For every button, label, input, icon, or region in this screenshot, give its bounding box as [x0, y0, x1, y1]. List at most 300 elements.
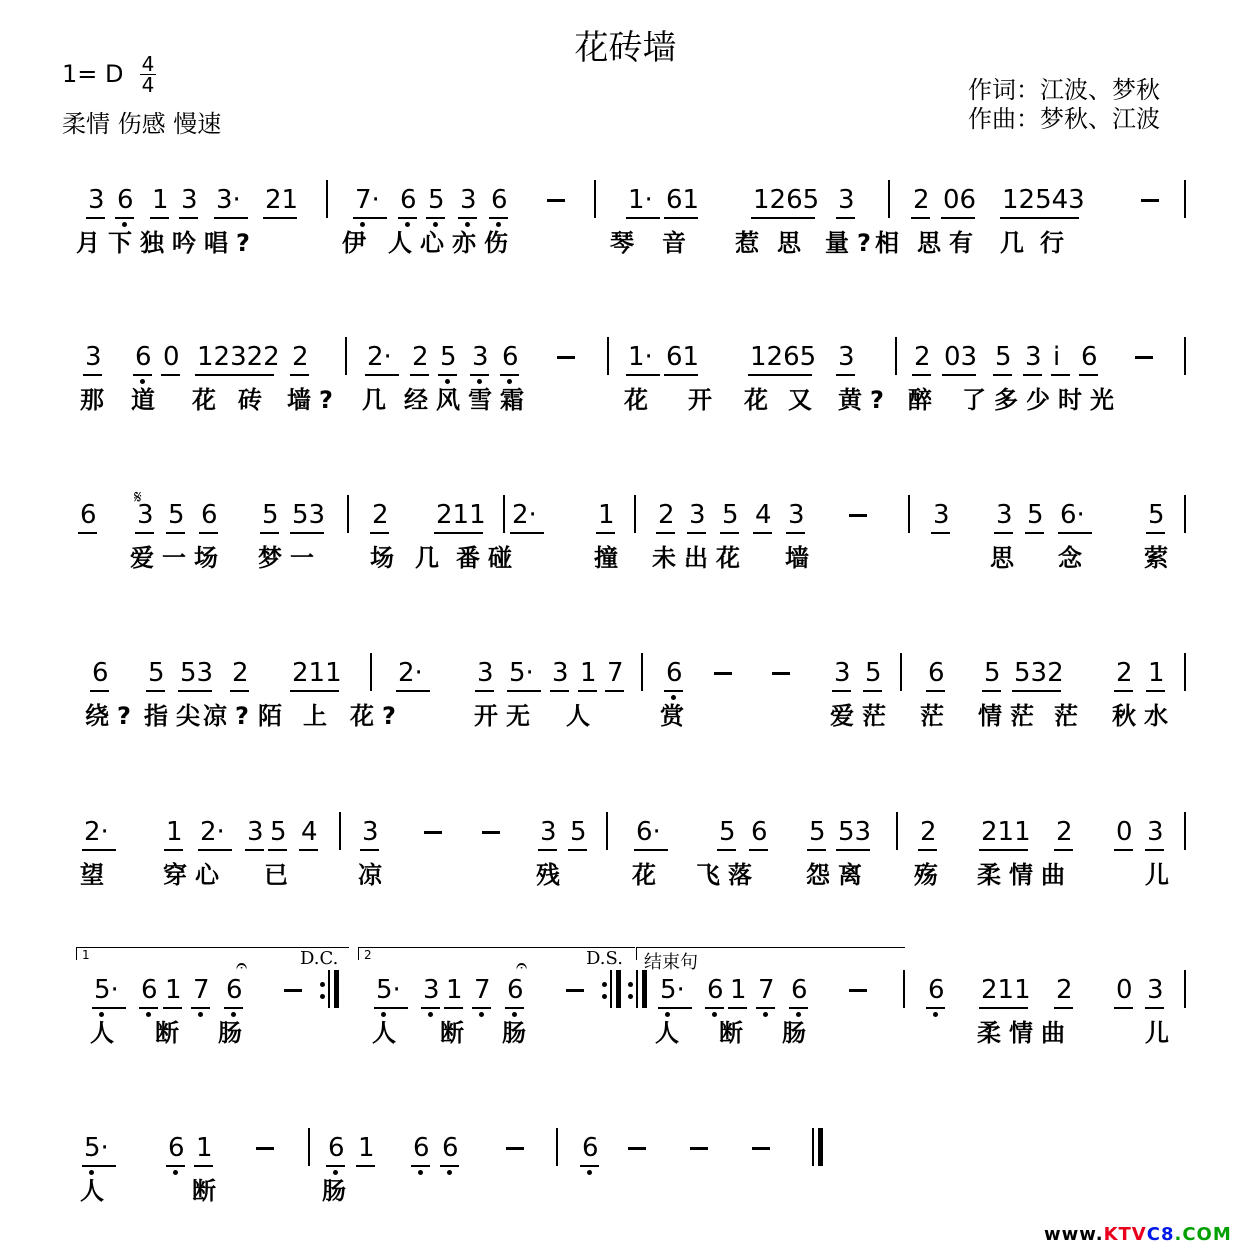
lyric: 开无 — [474, 702, 538, 730]
beam-underline — [510, 532, 544, 534]
final-thick-bar — [818, 1128, 823, 1166]
octave-dot — [146, 1012, 151, 1017]
lyric: 茫 — [920, 702, 952, 730]
lyric: 肠 — [502, 1019, 534, 1047]
tempo-mood: 柔情 伤感 慢速 — [62, 110, 222, 138]
note: 211 — [981, 975, 1031, 1005]
lyric: 人 — [90, 1019, 122, 1047]
beam-underline — [979, 849, 1028, 851]
note: 6 — [141, 975, 158, 1005]
beam-underline — [475, 690, 494, 692]
note: 5· — [660, 975, 685, 1005]
barline — [908, 495, 910, 533]
note: 5 — [270, 817, 287, 847]
beam-underline — [728, 1007, 747, 1009]
note: 1 — [196, 1133, 213, 1163]
beam-underline — [538, 849, 557, 851]
note: 211 — [981, 817, 1031, 847]
barline — [1184, 495, 1186, 533]
lyric: 砖 — [238, 386, 270, 414]
repeat-dot — [320, 994, 325, 999]
octave-dot — [360, 222, 365, 227]
octave-dot — [496, 222, 501, 227]
note: 1 — [1148, 658, 1165, 688]
beam-underline — [472, 1007, 491, 1009]
barline — [903, 970, 905, 1008]
beam-underline — [133, 374, 152, 376]
note: 211 — [436, 500, 486, 530]
note: 6· — [636, 817, 661, 847]
note: 5· — [376, 975, 401, 1005]
repeat-thick-bar — [334, 970, 339, 1008]
lyric: 念 — [1058, 544, 1090, 572]
note: 5 — [722, 500, 739, 530]
lyric: 爱茫 — [830, 702, 894, 730]
lyric: 爱一场 — [130, 544, 226, 572]
note: 1 — [152, 185, 169, 215]
barline — [556, 1128, 558, 1166]
beam-underline — [178, 690, 212, 692]
note: 1 — [598, 500, 615, 530]
note: 2 — [232, 658, 249, 688]
note: 4 — [755, 500, 772, 530]
note: 3 — [838, 342, 855, 372]
note: 3 — [834, 658, 851, 688]
beam-underline — [115, 217, 134, 219]
note: 5 — [570, 817, 587, 847]
octave-dot — [99, 1012, 104, 1017]
note: 5 — [809, 817, 826, 847]
beam-underline — [410, 374, 429, 376]
beam-underline — [166, 1165, 185, 1167]
beam-underline — [82, 849, 116, 851]
lyric: 思有 — [917, 229, 981, 257]
note: 6 — [413, 1133, 430, 1163]
lyric: 凉 — [358, 861, 390, 889]
beam-underline — [299, 849, 318, 851]
sustain-dash — [506, 1147, 524, 1150]
beam-underline — [626, 217, 660, 219]
beam-underline — [568, 849, 587, 851]
note: 2 — [1116, 658, 1133, 688]
octave-dot — [512, 1012, 517, 1017]
watermark-www: www. — [1044, 1224, 1104, 1245]
beam-underline — [789, 1007, 808, 1009]
barline — [347, 495, 349, 533]
beam-underline — [163, 1007, 182, 1009]
note: 2 — [1056, 975, 1073, 1005]
lyric: 指尖 — [144, 702, 208, 730]
octave-dot — [445, 379, 450, 384]
beam-underline — [942, 374, 976, 376]
beam-underline — [1025, 532, 1044, 534]
beam-underline — [458, 217, 477, 219]
lyric: 赏 — [660, 702, 692, 730]
beam-underline — [748, 374, 812, 376]
watermark — [1044, 1224, 1232, 1245]
barline — [339, 812, 341, 850]
note: 2 — [914, 342, 931, 372]
beam-underline — [1114, 1007, 1133, 1009]
note: 3 — [137, 500, 154, 530]
note: 6 — [928, 975, 945, 1005]
note: 4 — [301, 817, 318, 847]
final-thin-bar — [812, 1128, 814, 1166]
note: 3 — [472, 342, 489, 372]
note: 6 — [400, 185, 417, 215]
beam-underline — [994, 532, 1013, 534]
note: 6 — [168, 1133, 185, 1163]
note: 0 — [1116, 975, 1133, 1005]
beam-underline — [164, 849, 183, 851]
beam-underline — [634, 849, 668, 851]
note: 12322 — [197, 342, 280, 372]
lyric: 人 — [566, 702, 598, 730]
beam-underline — [656, 532, 675, 534]
watermark-c8: C8 — [1146, 1224, 1175, 1245]
note: 6 — [1081, 342, 1098, 372]
octave-dot — [671, 695, 676, 700]
lyric: 花 — [744, 386, 776, 414]
octave-dot — [140, 379, 145, 384]
beam-underline — [578, 690, 597, 692]
note: 3 — [362, 817, 379, 847]
lyric: 断 — [192, 1177, 224, 1205]
octave-dot — [763, 1012, 768, 1017]
note: 3 — [423, 975, 440, 1005]
octave-dot — [89, 1170, 94, 1175]
beam-underline — [507, 690, 541, 692]
note: 5 — [865, 658, 882, 688]
repeat-thick-bar — [616, 970, 621, 1008]
note: 2 — [920, 817, 937, 847]
beam-underline — [836, 374, 855, 376]
beam-underline — [500, 374, 519, 376]
beam-underline — [756, 1007, 775, 1009]
beam-underline — [290, 690, 339, 692]
repeat-thick-bar — [642, 970, 647, 1008]
beam-underline — [664, 217, 698, 219]
note: 6 — [491, 185, 508, 215]
note: 211 — [292, 658, 342, 688]
sustain-dash — [628, 1147, 646, 1150]
beam-underline — [1114, 849, 1133, 851]
sustain-dash — [752, 1147, 770, 1150]
beam-underline — [664, 374, 698, 376]
note: 3 — [540, 817, 557, 847]
lyric: 儿 — [1145, 861, 1177, 889]
beam-underline — [268, 849, 287, 851]
volta-label: 结束句 — [644, 952, 698, 973]
beam-underline — [1000, 217, 1079, 219]
lyric: 残 — [536, 861, 568, 889]
barline — [1184, 812, 1186, 850]
composer: 作曲：梦秋、江波 — [968, 105, 1160, 133]
lyric: 柔情曲 — [977, 1019, 1073, 1047]
note: 6 — [442, 1133, 459, 1163]
octave-dot — [405, 222, 410, 227]
lyric: 萦 — [1144, 544, 1176, 572]
sustain-dash — [772, 672, 790, 675]
note: 3 — [460, 185, 477, 215]
octave-dot — [465, 222, 470, 227]
lyric: 上 — [303, 702, 335, 730]
beam-underline — [245, 849, 264, 851]
note: 6 — [502, 342, 519, 372]
note: 12543 — [1002, 185, 1085, 215]
note: 6 — [928, 658, 945, 688]
sustain-dash — [482, 831, 500, 834]
lyric: 情茫 — [978, 702, 1042, 730]
beam-underline — [751, 217, 815, 219]
beam-underline — [411, 1165, 430, 1167]
beam-underline — [1146, 532, 1165, 534]
octave-dot — [477, 379, 482, 384]
repeat-thin-bar — [636, 970, 638, 1008]
barline — [896, 812, 898, 850]
lyric: 花 — [192, 386, 224, 414]
octave-dot — [333, 1170, 338, 1175]
note: 5 — [984, 658, 1001, 688]
lyric: 肠 — [218, 1019, 250, 1047]
repeat-thin-bar — [610, 970, 612, 1008]
note: 1· — [628, 185, 653, 215]
beam-underline — [1054, 1007, 1073, 1009]
lyric: 撞 — [594, 544, 626, 572]
barline — [594, 180, 596, 218]
lyric: 道 — [131, 386, 163, 414]
sustain-dash — [690, 1147, 708, 1150]
beam-underline — [374, 1007, 408, 1009]
beam-underline — [214, 217, 248, 219]
beam-underline — [434, 532, 483, 534]
beam-underline — [150, 217, 169, 219]
beam-underline — [863, 690, 882, 692]
note: 7 — [758, 975, 775, 1005]
beam-underline — [926, 690, 945, 692]
beam-underline — [1012, 690, 1061, 692]
octave-dot — [665, 1012, 670, 1017]
note: 3 — [247, 817, 264, 847]
barline — [634, 495, 636, 533]
barline — [308, 1128, 310, 1166]
lyric: 月下独吟唱? — [76, 229, 258, 257]
beam-underline — [78, 532, 97, 534]
beam-underline — [596, 532, 615, 534]
beam-underline — [260, 532, 279, 534]
barline — [1184, 337, 1186, 375]
beam-underline — [444, 1007, 463, 1009]
lyric: 花 — [632, 861, 664, 889]
note: 1 — [730, 975, 747, 1005]
beam-underline — [1079, 374, 1098, 376]
lyric: 黄? — [838, 386, 892, 414]
lyric: 花 — [624, 386, 656, 414]
lyric: 儿 — [1145, 1019, 1177, 1047]
sustain-dash — [424, 831, 442, 834]
beam-underline — [807, 849, 826, 851]
note: 2 — [658, 500, 675, 530]
lyric: 人 — [80, 1177, 112, 1205]
repeat-dot — [628, 982, 633, 987]
note: 6 — [582, 1133, 599, 1163]
lyric: 思 — [990, 544, 1022, 572]
beam-underline — [421, 1007, 440, 1009]
lyric: 秋水 — [1112, 702, 1176, 730]
time-sig-bottom: 4 — [141, 73, 155, 97]
octave-dot — [507, 379, 512, 384]
sustain-dash — [1141, 199, 1159, 202]
note: 2 — [1056, 817, 1073, 847]
note: 3 — [1147, 975, 1164, 1005]
note: 3 — [181, 185, 198, 215]
beam-underline — [705, 1007, 724, 1009]
octave-dot — [122, 222, 127, 227]
beam-underline — [396, 690, 430, 692]
lyric: 肠 — [322, 1177, 354, 1205]
barline — [345, 337, 347, 375]
song-title: 花砖墙 — [574, 28, 677, 68]
barline — [895, 337, 897, 375]
beam-underline — [146, 690, 165, 692]
lyric: 琴 — [610, 229, 642, 257]
note: 1 — [580, 658, 597, 688]
beam-underline — [194, 1165, 213, 1167]
note: 61 — [666, 185, 700, 215]
note: 1 — [358, 1133, 375, 1163]
note: 3 — [1147, 817, 1164, 847]
octave-dot — [933, 1012, 938, 1017]
repeat-dot — [602, 982, 607, 987]
beam-underline — [505, 1007, 524, 1009]
note: 3 — [788, 500, 805, 530]
beam-underline — [263, 217, 297, 219]
key-signature: 1= D — [62, 60, 124, 88]
octave-dot — [447, 1170, 452, 1175]
note: 2 — [913, 185, 930, 215]
beam-underline — [356, 1165, 375, 1167]
note: 5 — [262, 500, 279, 530]
note: 3 — [477, 658, 494, 688]
sustain-dash — [849, 514, 867, 517]
beam-underline — [135, 532, 154, 534]
beam-underline — [941, 217, 975, 219]
note: 1· — [628, 342, 653, 372]
fermata-icon: 𝄐 — [236, 953, 248, 977]
octave-dot — [587, 1170, 592, 1175]
note: 53 — [180, 658, 214, 688]
credits — [968, 76, 1160, 134]
note: 6 — [135, 342, 152, 372]
note: 5 — [1027, 500, 1044, 530]
time-signature — [138, 52, 158, 97]
watermark-ktv: KTV — [1103, 1224, 1147, 1245]
beam-underline — [931, 532, 950, 534]
lyric: 穿心 — [163, 861, 227, 889]
beam-underline — [90, 690, 109, 692]
note: 2· — [200, 817, 225, 847]
note: 7 — [193, 975, 210, 1005]
sustain-dash — [714, 672, 732, 675]
note: 5 — [148, 658, 165, 688]
beam-underline — [832, 690, 851, 692]
repeat-dot — [320, 982, 325, 987]
note: 2 — [412, 342, 429, 372]
beam-underline — [687, 532, 706, 534]
barline — [370, 653, 372, 691]
beam-underline — [230, 690, 249, 692]
note: 1265 — [750, 342, 817, 372]
note: 0 — [163, 342, 180, 372]
time-sig-top: 4 — [141, 52, 155, 76]
segno-icon: 𝄋 — [134, 487, 142, 508]
beam-underline — [199, 532, 218, 534]
note: 7 — [607, 658, 624, 688]
sustain-dash — [256, 1147, 274, 1150]
repeat-dot — [628, 994, 633, 999]
note: 5 — [719, 817, 736, 847]
lyric: 断 — [719, 1019, 751, 1047]
note: 53 — [292, 500, 326, 530]
barline — [326, 180, 328, 218]
lyric: 断 — [155, 1019, 187, 1047]
octave-dot — [418, 1170, 423, 1175]
volta-number: 2 — [364, 948, 372, 962]
note: 53 — [838, 817, 872, 847]
note: 2· — [512, 500, 537, 530]
volta-label: D.S. — [586, 948, 623, 969]
octave-dot — [381, 1012, 386, 1017]
beam-underline — [982, 690, 1001, 692]
note: 61 — [666, 342, 700, 372]
sustain-dash — [284, 989, 302, 992]
lyric: 怨离 — [806, 861, 870, 889]
beam-underline — [836, 849, 870, 851]
lyric: 陌 — [258, 702, 290, 730]
beam-underline — [83, 374, 102, 376]
beam-underline — [786, 532, 805, 534]
barline — [1184, 653, 1186, 691]
beam-underline — [195, 374, 274, 376]
note: 6 — [92, 658, 109, 688]
beam-underline — [224, 1007, 243, 1009]
octave-dot — [712, 1012, 717, 1017]
lyric: 断 — [440, 1019, 472, 1047]
note: 3· — [216, 185, 241, 215]
beam-underline — [926, 1007, 945, 1009]
lyric: 梦一 — [258, 544, 322, 572]
note: 5 — [428, 185, 445, 215]
note: 5 — [995, 342, 1012, 372]
lyric: 几 — [1000, 229, 1032, 257]
note: 3 — [85, 342, 102, 372]
note: 1 — [165, 975, 182, 1005]
note: 6 — [751, 817, 768, 847]
beam-underline — [438, 374, 457, 376]
beam-underline — [198, 849, 232, 851]
note: 6 — [117, 185, 134, 215]
note: 5· — [509, 658, 534, 688]
lyric: 飞落 — [696, 861, 760, 889]
sustain-dash — [566, 989, 584, 992]
beam-underline — [993, 374, 1012, 376]
beam-underline — [979, 1007, 1028, 1009]
lyric: 墙? — [287, 386, 341, 414]
note: 06 — [943, 185, 977, 215]
lyric: 经风雪霜 — [404, 386, 532, 414]
beam-underline — [290, 532, 324, 534]
beam-underline — [1058, 532, 1092, 534]
